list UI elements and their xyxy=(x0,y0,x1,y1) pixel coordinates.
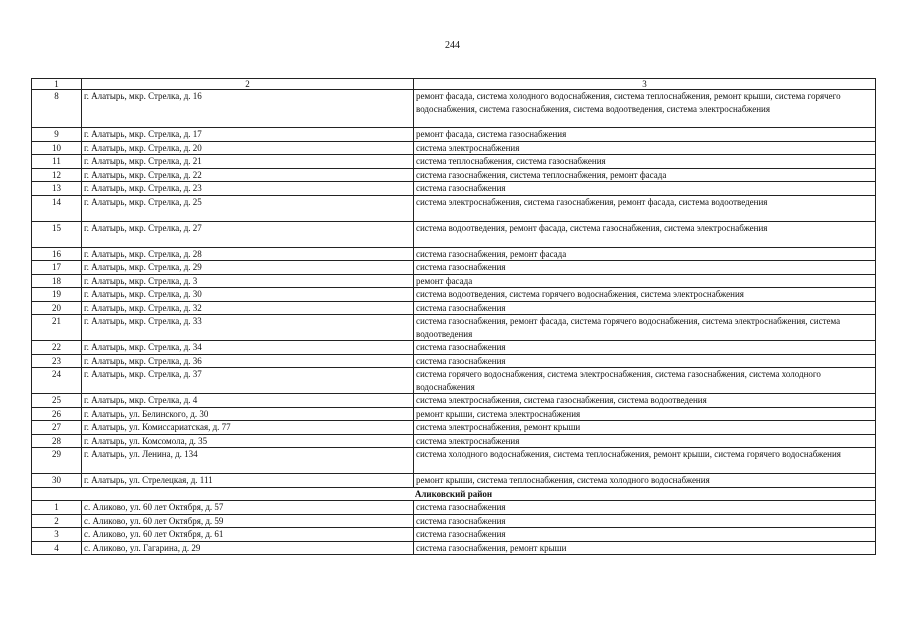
row-number: 2 xyxy=(32,514,82,528)
table-row xyxy=(32,341,876,355)
table-row xyxy=(32,168,876,182)
row-address: г. Алатырь, мкр. Стрелка, д. 21 xyxy=(82,155,414,169)
row-address: г. Алатырь, мкр. Стрелка, д. 33 xyxy=(82,315,414,341)
row-number: 4 xyxy=(32,541,82,555)
row-number: 1 xyxy=(32,501,82,515)
row-number: 14 xyxy=(32,195,82,221)
table-row xyxy=(32,394,876,408)
row-number: 16 xyxy=(32,247,82,261)
row-number: 15 xyxy=(32,221,82,247)
row-number: 27 xyxy=(32,421,82,435)
row-number: 30 xyxy=(32,474,82,488)
row-number: 24 xyxy=(32,368,82,394)
row-works: ремонт фасада xyxy=(414,274,876,288)
row-works: система газоснабжения xyxy=(414,501,876,515)
row-address: с. Аликово, ул. 60 лет Октября, д. 61 xyxy=(82,528,414,542)
table-row xyxy=(32,528,876,542)
row-number: 23 xyxy=(32,354,82,368)
row-address: г. Алатырь, ул. Ленина, д. 134 xyxy=(82,448,414,474)
row-address: г. Алатырь, мкр. Стрелка, д. 32 xyxy=(82,301,414,315)
table-row xyxy=(32,247,876,261)
row-number: 13 xyxy=(32,182,82,196)
row-address: г. Алатырь, ул. Комсомола, д. 35 xyxy=(82,434,414,448)
table-row xyxy=(32,407,876,421)
column-header-address: 2 xyxy=(82,79,414,90)
table-row xyxy=(32,195,876,221)
table-row xyxy=(32,141,876,155)
row-address: г. Алатырь, мкр. Стрелка, д. 3 xyxy=(82,274,414,288)
row-address: г. Алатырь, мкр. Стрелка, д. 17 xyxy=(82,128,414,142)
row-works: система электроснабжения, система газоснабжения, ремонт фасада, система водоотведения xyxy=(414,195,876,221)
row-number: 9 xyxy=(32,128,82,142)
table-row xyxy=(32,368,876,394)
row-number: 11 xyxy=(32,155,82,169)
row-address: г. Алатырь, мкр. Стрелка, д. 22 xyxy=(82,168,414,182)
row-works: система холодного водоснабжения, система теплоснабжения, ремонт крыши, система горячего водоснабжения xyxy=(414,448,876,474)
row-number: 25 xyxy=(32,394,82,408)
row-works: система горячего водоснабжения, система электроснабжения, система газоснабжения, система холодного водоснабжения xyxy=(414,368,876,394)
table-row xyxy=(32,434,876,448)
row-number: 22 xyxy=(32,341,82,355)
row-number: 29 xyxy=(32,448,82,474)
row-address: г. Алатырь, мкр. Стрелка, д. 28 xyxy=(82,247,414,261)
section-row xyxy=(32,487,876,501)
row-works: ремонт крыши, система электроснабжения xyxy=(414,407,876,421)
row-works: система электроснабжения xyxy=(414,141,876,155)
column-header-number: 1 xyxy=(32,79,82,90)
table-row xyxy=(32,448,876,474)
row-address: г. Алатырь, ул. Комиссариатская, д. 77 xyxy=(82,421,414,435)
row-works: система электроснабжения, система газоснабжения, система водоотведения xyxy=(414,394,876,408)
row-number: 21 xyxy=(32,315,82,341)
row-works: система водоотведения, ремонт фасада, система газоснабжения, система электроснабжения xyxy=(414,221,876,247)
row-address: г. Алатырь, мкр. Стрелка, д. 25 xyxy=(82,195,414,221)
table-row xyxy=(32,128,876,142)
row-works: система газоснабжения, ремонт фасада xyxy=(414,247,876,261)
table-row xyxy=(32,541,876,555)
row-works: ремонт крыши, система теплоснабжения, система холодного водоснабжения xyxy=(414,474,876,488)
row-number: 12 xyxy=(32,168,82,182)
row-number: 18 xyxy=(32,274,82,288)
row-works: система газоснабжения, ремонт фасада, система горячего водоснабжения, система электроснабжения, система водоотведения xyxy=(414,315,876,341)
row-works: ремонт фасада, система газоснабжения xyxy=(414,128,876,142)
row-address: г. Алатырь, мкр. Стрелка, д. 4 xyxy=(82,394,414,408)
table-row xyxy=(32,90,876,128)
row-number: 19 xyxy=(32,288,82,302)
page-number: 244 xyxy=(445,40,460,51)
row-address: с. Аликово, ул. 60 лет Октября, д. 59 xyxy=(82,514,414,528)
section-title: Аликовский район xyxy=(32,487,876,501)
row-works: система электроснабжения xyxy=(414,434,876,448)
row-address: г. Алатырь, мкр. Стрелка, д. 29 xyxy=(82,261,414,275)
row-number: 28 xyxy=(32,434,82,448)
table-row xyxy=(32,155,876,169)
row-number: 8 xyxy=(32,90,82,128)
row-number: 10 xyxy=(32,141,82,155)
row-works: ремонт фасада, система холодного водоснабжения, система теплоснабжения, ремонт крыши, система горячего водоснабжения, система газоснабжения, система водоотведения, система электроснабжения xyxy=(414,90,876,128)
table-header-row xyxy=(32,79,876,90)
row-works: система газоснабжения xyxy=(414,341,876,355)
registry-table xyxy=(31,78,876,555)
table-row xyxy=(32,261,876,275)
row-number: 20 xyxy=(32,301,82,315)
row-address: г. Алатырь, мкр. Стрелка, д. 23 xyxy=(82,182,414,196)
row-address: г. Алатырь, мкр. Стрелка, д. 20 xyxy=(82,141,414,155)
row-works: система электроснабжения, ремонт крыши xyxy=(414,421,876,435)
table-row xyxy=(32,474,876,488)
row-address: г. Алатырь, мкр. Стрелка, д. 27 xyxy=(82,221,414,247)
row-works: система газоснабжения xyxy=(414,354,876,368)
table-row xyxy=(32,354,876,368)
row-works: система газоснабжения xyxy=(414,528,876,542)
row-address: г. Алатырь, мкр. Стрелка, д. 37 xyxy=(82,368,414,394)
row-address: с. Аликово, ул. Гагарина, д. 29 xyxy=(82,541,414,555)
row-number: 26 xyxy=(32,407,82,421)
table-row xyxy=(32,274,876,288)
row-works: система водоотведения, система горячего водоснабжения, система электроснабжения xyxy=(414,288,876,302)
table-row xyxy=(32,501,876,515)
row-address: г. Алатырь, ул. Белинского, д. 30 xyxy=(82,407,414,421)
row-address: г. Алатырь, мкр. Стрелка, д. 36 xyxy=(82,354,414,368)
table-row xyxy=(32,315,876,341)
row-number: 3 xyxy=(32,528,82,542)
row-address: г. Алатырь, мкр. Стрелка, д. 34 xyxy=(82,341,414,355)
row-works: система газоснабжения xyxy=(414,182,876,196)
table-row xyxy=(32,221,876,247)
table-row xyxy=(32,288,876,302)
row-number: 17 xyxy=(32,261,82,275)
row-address: г. Алатырь, мкр. Стрелка, д. 16 xyxy=(82,90,414,128)
table-row xyxy=(32,182,876,196)
row-address: г. Алатырь, ул. Стрелецкая, д. 111 xyxy=(82,474,414,488)
row-works: система теплоснабжения, система газоснабжения xyxy=(414,155,876,169)
table-row xyxy=(32,514,876,528)
table-row xyxy=(32,301,876,315)
row-works: система газоснабжения xyxy=(414,301,876,315)
table-row xyxy=(32,421,876,435)
row-works: система газоснабжения, ремонт крыши xyxy=(414,541,876,555)
row-address: г. Алатырь, мкр. Стрелка, д. 30 xyxy=(82,288,414,302)
column-header-works: 3 xyxy=(414,79,876,90)
row-works: система газоснабжения xyxy=(414,261,876,275)
row-address: с. Аликово, ул. 60 лет Октября, д. 57 xyxy=(82,501,414,515)
row-works: система газоснабжения, система теплоснабжения, ремонт фасада xyxy=(414,168,876,182)
row-works: система газоснабжения xyxy=(414,514,876,528)
